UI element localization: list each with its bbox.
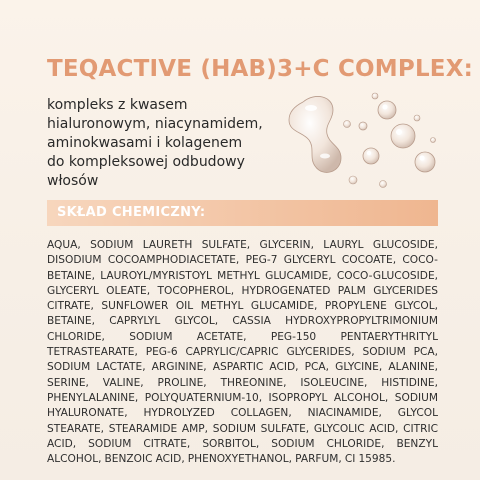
- ingredients-list: AQUA, SODIUM LAURETH SULFATE, GLYCERIN, LAURYL GLUCOSIDE, DISODIUM COCOAMPHODIACETATE, PEG-7 GLYCERYL COCOATE, COCO-BETAINE, LAUROYL/MYRISTOYL METHYL GLUCAMIDE, COCO-GLUCOSIDE, GLYCERYL OLEATE, TOCOPHEROL, HYDROGENATED PALM GLYCERIDES CITRATE, SUNFLOWER OIL METHYL GLUCAMIDE, PROPYLENE GLYCOL, BETAINE, CAPRYLYL GLYCOL, CASSIA HYDROXYPROPYLTRIMONIUM CHLORIDE, SODIUM ACETATE, PEG-150 PENTAERYTHRITYL TETRASTEARATE, PEG-6 CAPRYLIC/CAPRIC GLYCERIDES, SODIUM PCA, SODIUM LACTATE, ARGININE, ASPARTIC ACID, PCA, GLYCINE, ALANINE, SERINE, VALINE, PROLINE, THREONINE, ISOLEUCINE, HISTIDINE, PHENYLALANINE, POLYQUATERNIUM-10, ISOPROPYL ALCOHOL, SODIUM HYALURONATE, HYDROLYZED COLLAGEN, NIACINAMIDE, GLYCOL STEARATE, STEARAMIDE AMP, SODIUM SULFATE, GLYCOLIC ACID, CITRIC ACID, SODIUM CITRATE, SORBITOL, SODIUM CHLORIDE, BENZYL ALCOHOL, BENZOIC ACID, PHENOXYETHANOL, PARFUM, CI 15985.: [47, 239, 438, 466]
- section-header-band: [47, 200, 438, 226]
- complex-description: kompleks z kwasem hialuronowym, niacynamidem, aminokwasami i kolagenem do kompleksowej odbudowy włosów: [47, 97, 263, 189]
- product-complex-title: TEQACTIVE (HAB)3+C COMPLEX:: [47, 56, 474, 82]
- section-label: SKŁAD CHEMICZNY:: [57, 205, 206, 220]
- serum-drops-icon: [275, 88, 445, 198]
